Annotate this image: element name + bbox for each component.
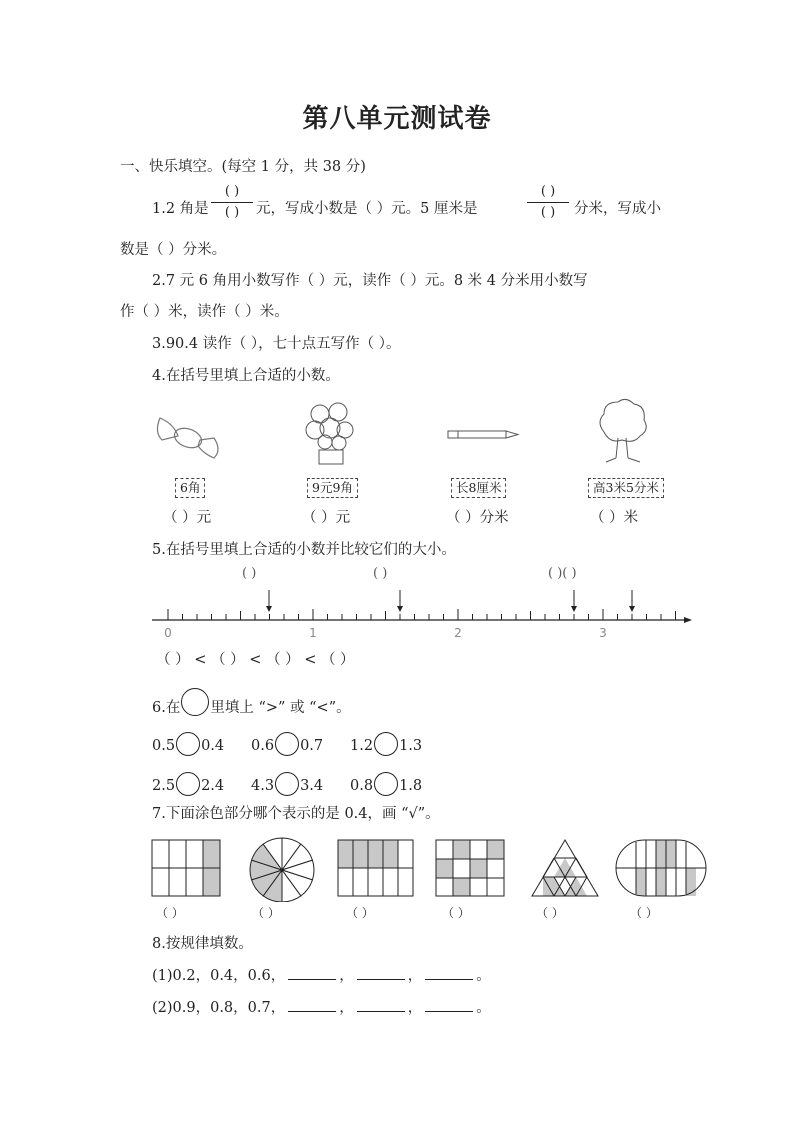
answer-blank[interactable]	[288, 967, 336, 980]
q7-blank-5[interactable]: （ ）	[536, 906, 564, 920]
q6-item-6[interactable]: 0.8 1.8	[350, 772, 422, 796]
q7-blank-6[interactable]: （ ）	[630, 906, 658, 920]
q4-label-1: 6角	[175, 478, 205, 498]
figure-2	[250, 838, 314, 902]
q5-blank-top-2[interactable]: ( )	[373, 566, 388, 581]
q2-line2: 作（ ）米，读作（ ）米。	[120, 304, 289, 320]
q4-answer-1[interactable]: （ ）元	[163, 510, 212, 526]
q4-answer-3[interactable]: （ ）分米	[446, 510, 509, 526]
pencil-icon	[446, 428, 522, 442]
q8-text: 8.按规律填数。	[152, 936, 253, 952]
fraction-numerator: ( )	[224, 184, 240, 199]
q8-sequence-1[interactable]: (1)0.2，0.4，0.6， ， ， 。	[152, 968, 491, 984]
arrow-marker-2	[397, 590, 403, 612]
q7-blank-1[interactable]: （ ）	[156, 906, 184, 920]
axis-label-1: 1	[309, 626, 317, 640]
q7-blank-4[interactable]: （ ）	[442, 906, 470, 920]
fraction-denominator: ( )	[224, 205, 240, 220]
axis-label-0: 0	[164, 626, 172, 640]
less-than-1: <	[194, 652, 207, 668]
circle-icon	[181, 688, 209, 716]
q7-blank-3[interactable]: （ ）	[346, 906, 374, 920]
figure-4	[436, 840, 504, 896]
figure-3	[338, 840, 413, 896]
q1-part-b: 元，写成小数是（ ）元。5 厘米是	[256, 201, 478, 217]
q7-text: 7.下面涂色部分哪个表示的是 0.4，画 “√”。	[152, 806, 440, 822]
page-title: 第八单元测试卷	[302, 104, 492, 134]
figure-5	[532, 840, 598, 896]
compare-circle[interactable]	[275, 772, 299, 796]
q6-item-2[interactable]: 0.6 0.7	[251, 732, 323, 756]
q5-blank-top-3[interactable]: ( )( )	[548, 566, 577, 581]
answer-blank[interactable]	[357, 967, 405, 980]
q3-text: 3.90.4 读作（ ），七十点五写作（ ）。	[152, 336, 401, 352]
q1-part-c: 分米，写成小	[574, 201, 661, 217]
tree-icon	[594, 396, 650, 466]
answer-blank[interactable]	[288, 999, 336, 1012]
arrow-marker-3	[571, 590, 577, 612]
arrow-marker-1	[266, 590, 272, 612]
less-than-3: <	[304, 652, 317, 668]
figure-1	[152, 840, 220, 896]
compare-circle[interactable]	[176, 772, 200, 796]
q4-label-4: 高3米5分米	[588, 478, 664, 498]
compare-circle[interactable]	[176, 732, 200, 756]
q7-blank-2[interactable]: （ ）	[252, 906, 280, 920]
axis-label-3: 3	[599, 626, 607, 640]
q6-item-4[interactable]: 2.5 2.4	[152, 772, 224, 796]
q1-part-a: 1.2 角是	[152, 201, 209, 217]
axis-label-2: 2	[454, 626, 462, 640]
flower-pot-icon	[305, 400, 355, 466]
q5-blank-top-1[interactable]: ( )	[242, 566, 257, 581]
compare-blank-3[interactable]: （ ）	[265, 652, 300, 668]
less-than-2: <	[249, 652, 262, 668]
q4-text: 4.在括号里填上合适的小数。	[152, 368, 340, 384]
figure-6	[616, 840, 706, 896]
compare-circle[interactable]	[374, 772, 398, 796]
fraction-denominator: ( )	[540, 205, 556, 220]
answer-blank[interactable]	[425, 967, 473, 980]
q6-text	[152, 688, 351, 717]
q6-post: 里填上 “>” 或 “<”。	[210, 700, 351, 716]
arrow-marker-4	[629, 590, 635, 612]
q4-answer-4[interactable]: （ ）米	[590, 510, 639, 526]
q6-item-1[interactable]: 0.5 0.4	[152, 732, 224, 756]
q6-item-3[interactable]: 1.2 1.3	[350, 732, 422, 756]
answer-blank[interactable]	[357, 999, 405, 1012]
candy-icon	[152, 410, 224, 462]
fraction-numerator: ( )	[540, 184, 556, 199]
compare-circle[interactable]	[275, 732, 299, 756]
q5-compare[interactable]	[156, 648, 355, 669]
q6-pre: 6.在	[152, 700, 181, 716]
compare-blank-2[interactable]: （ ）	[210, 652, 245, 668]
compare-circle[interactable]	[374, 732, 398, 756]
section-header: 一、快乐填空。(每空 1 分，共 38 分)	[120, 159, 366, 175]
q4-label-2: 9元9角	[307, 478, 358, 498]
answer-blank[interactable]	[425, 999, 473, 1012]
q4-answer-2[interactable]: （ ）元	[302, 510, 351, 526]
q6-item-5[interactable]: 4.3 3.4	[251, 772, 323, 796]
compare-blank-1[interactable]: （ ）	[156, 652, 190, 668]
compare-blank-4[interactable]: （ ）	[320, 652, 355, 668]
q8-sequence-2[interactable]: (2)0.9，0.8，0.7， ， ， 。	[152, 1000, 491, 1016]
q7-figures	[150, 836, 712, 902]
q1-line2: 数是（ ）分米。	[120, 242, 227, 258]
q4-label-3: 长8厘米	[451, 478, 506, 498]
q1-fraction-2[interactable]	[527, 184, 569, 221]
q2-line1: 2.7 元 6 角用小数写作（ ）元，读作（ ）元。8 米 4 分米用小数写	[152, 273, 588, 289]
number-line	[148, 582, 693, 644]
q1-fraction-1[interactable]	[211, 184, 253, 221]
q5-text: 5.在括号里填上合适的小数并比较它们的大小。	[152, 542, 456, 558]
